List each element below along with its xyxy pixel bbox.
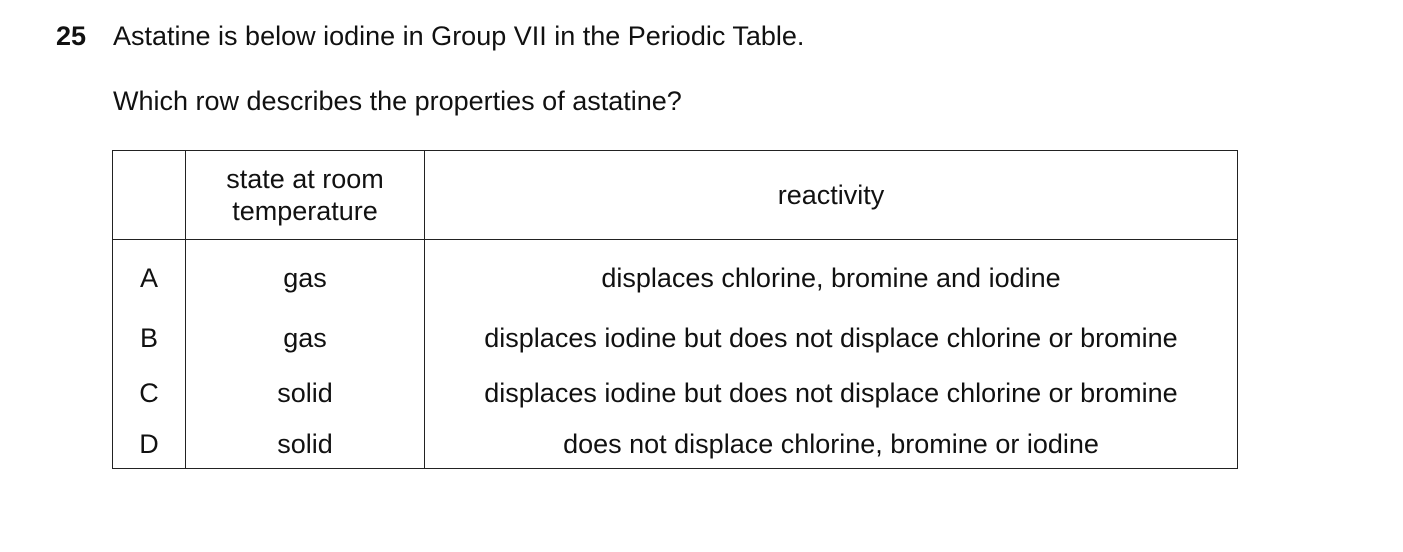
option-letter: D [113,420,186,469]
option-row-c[interactable] [113,365,1238,420]
header-state-label: state at room temperature [226,164,384,226]
option-row-b[interactable] [113,310,1238,365]
table-header-row [113,151,1238,240]
option-letter: C [113,365,186,420]
header-letter [113,151,186,240]
option-state: solid [186,365,425,420]
option-row-a[interactable] [113,240,1238,311]
header-state [186,151,425,240]
options-table [112,150,1238,469]
option-letter: B [113,310,186,365]
option-reactivity: displaces iodine but does not displace chlorine or bromine [425,310,1238,365]
option-row-d[interactable] [113,420,1238,469]
header-reactivity: reactivity [425,151,1238,240]
option-reactivity: does not displace chlorine, bromine or iodine [425,420,1238,469]
question-stem: Astatine is below iodine in Group VII in the Periodic Table. [113,21,805,51]
option-state: gas [186,240,425,311]
question-number: 25 [56,21,87,51]
option-reactivity: displaces iodine but does not displace chlorine or bromine [425,365,1238,420]
option-reactivity: displaces chlorine, bromine and iodine [425,240,1238,311]
option-state: solid [186,420,425,469]
option-state: gas [186,310,425,365]
question-prompt: Which row describes the properties of astatine? [113,86,682,116]
option-letter: A [113,240,186,311]
